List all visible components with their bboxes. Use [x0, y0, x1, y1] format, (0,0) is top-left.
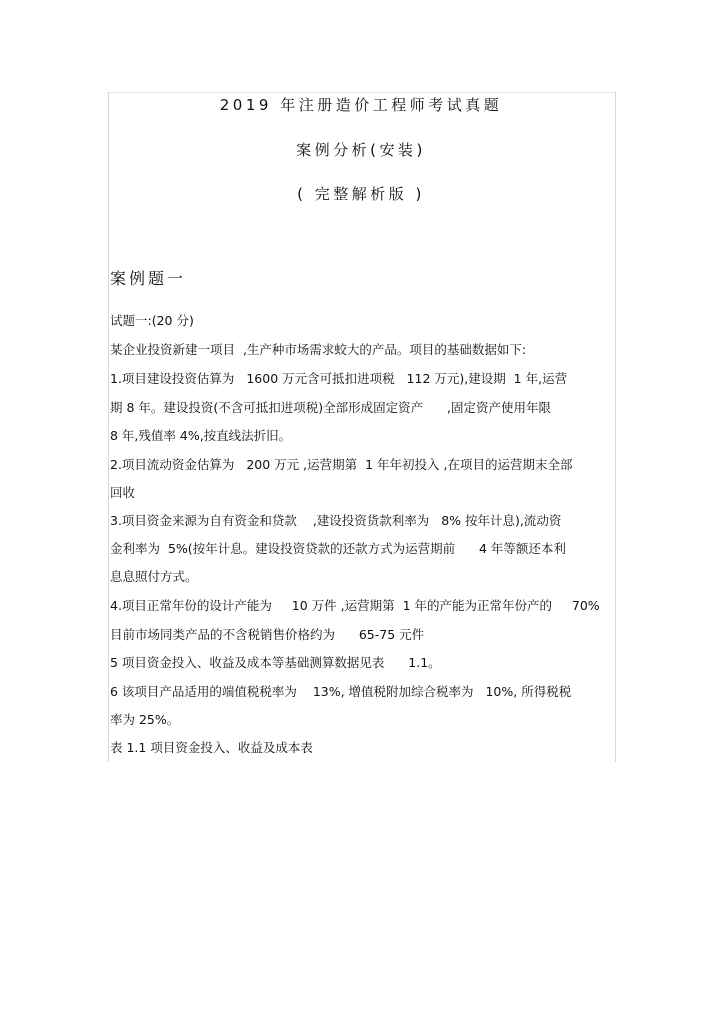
- body-text-line: 回收: [110, 485, 136, 500]
- body-text-line: 息息照付方式。: [110, 569, 198, 584]
- body-text-line: 2.项目流动资金估算为 200 万元 ,运营期第 1 年年初投入 ,在项目的运营期末全部: [110, 457, 573, 472]
- document-title: 2019 年注册造价工程师考试真题: [219, 96, 503, 114]
- body-text-line: 5 项目资金投入、收益及成本等基础测算数据见表 1.1。: [110, 655, 441, 670]
- document-edition-note: ( 完整解析版 ): [297, 185, 425, 203]
- section-heading: 案例题一: [110, 269, 187, 288]
- body-text-line: 某企业投资新建一项目 ,生产种市场需求蛟大的产品。项目的基础数据如下:: [110, 342, 527, 357]
- document-subtitle: 案例分析(安装): [296, 141, 426, 159]
- table-caption: 表 1.1 项目资金投入、收益及成本表: [110, 740, 313, 755]
- body-text-line: 8 年,残值率 4%,按直线法折旧。: [110, 428, 292, 443]
- body-text-line: 6 该项目产品适用的端值税税率为 13%, 增值税附加综合税率为 10%, 所得税税: [110, 684, 572, 699]
- body-text-line: 期 8 年。建设投资(不含可抵扣进项税)全部形成固定资产 ,固定资产使用年限: [110, 400, 551, 415]
- question-header: 试题一:(20 分): [110, 313, 194, 328]
- body-text-line: 目前市场同类产品的不含税销售价格约为 65-75 元件: [110, 627, 425, 642]
- body-text-line: 1.项目建设投资估算为 1600 万元含可抵扣进项税 112 万元),建设期 1 年,运营: [110, 371, 568, 386]
- body-text-line: 率为 25%。: [110, 712, 180, 727]
- body-text-line: 3.项目资金来源为自有资金和贷款 ,建设投资货款利率为 8% 按年计息),流动资: [110, 513, 562, 528]
- body-text-line: 4.项目正常年份的设计产能为 10 万件 ,运营期第 1 年的产能为正常年份产的 70%: [110, 598, 600, 613]
- body-text-line: 金利率为 5%(按年计息。建设投资贷款的还款方式为运营期前 4 年等额还本利: [110, 541, 566, 556]
